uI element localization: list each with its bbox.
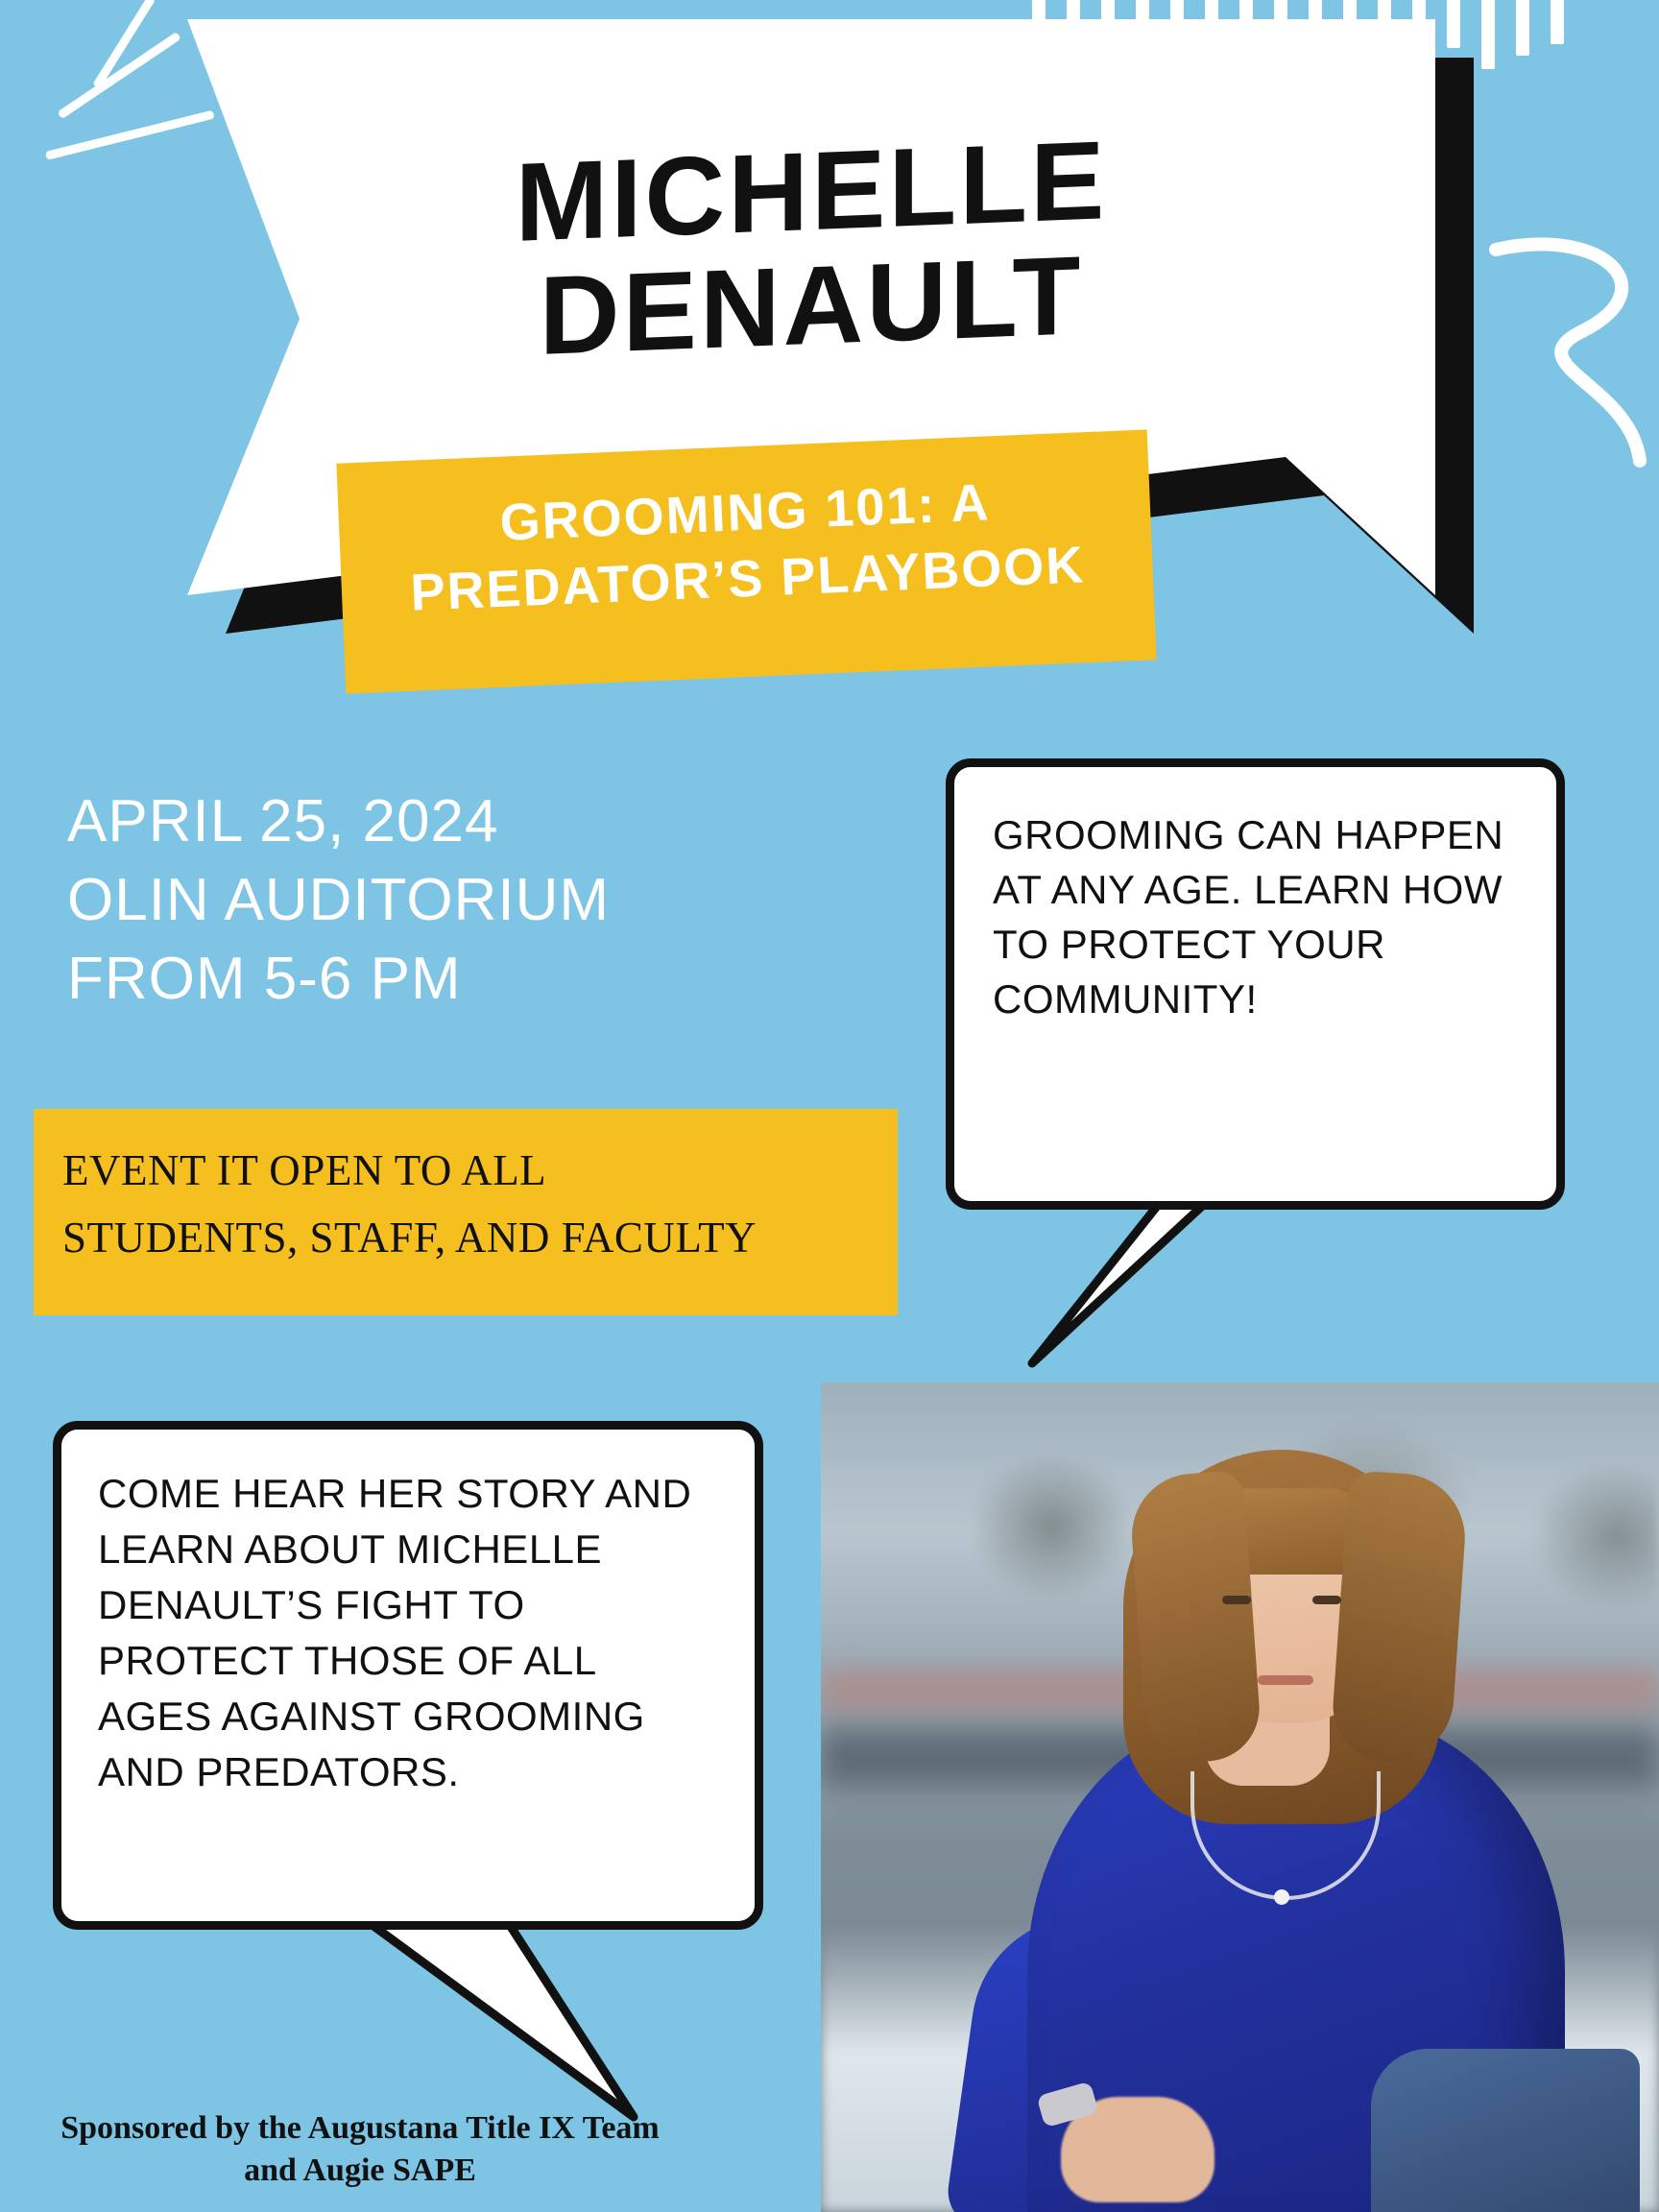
speech-bubble-left bbox=[53, 1421, 763, 1930]
speaker-name-line1: MICHELLE bbox=[515, 117, 1108, 265]
subtitle-line2: PREDATOR’S PLAYBOOK bbox=[409, 536, 1087, 622]
photo-pendant bbox=[1274, 1889, 1289, 1905]
photo-hair-left bbox=[1128, 1470, 1263, 1766]
photo-eye-right bbox=[1312, 1596, 1341, 1604]
audience-line2: STUDENTS, STAFF, AND FACULTY bbox=[62, 1213, 757, 1262]
event-location: OLIN AUDITORIUM bbox=[67, 866, 611, 933]
sponsor-line1: Sponsored by the Augustana Title IX Team bbox=[60, 2110, 660, 2146]
speech-bubble-right bbox=[946, 758, 1565, 1210]
speech-bubble-right-text: GROOMING CAN HAPPEN AT ANY AGE. LEARN HOW TO PROTECT YOUR COMMUNITY! bbox=[993, 812, 1504, 1022]
event-date: APRIL 25, 2024 bbox=[67, 788, 499, 854]
squiggle-decoration bbox=[1486, 230, 1659, 480]
photo-hair-right bbox=[1330, 1470, 1470, 1766]
subtitle-line1: GROOMING 101: A bbox=[498, 473, 992, 552]
speaker-photo bbox=[821, 1382, 1659, 2212]
photo-mouth bbox=[1258, 1675, 1313, 1685]
speech-bubble-left-text: COME HEAR HER STORY AND LEARN ABOUT MICHELLE DENAULT’S FIGHT TO PROTECT THOSE OF ALL AGES AGAINST GROOMING AND PREDATORS. bbox=[98, 1471, 692, 1794]
speaker-name bbox=[187, 110, 1435, 388]
audience-line1: EVENT IT OPEN TO ALL bbox=[62, 1146, 547, 1194]
audience-text bbox=[62, 1138, 878, 1272]
event-time: FROM 5-6 PM bbox=[67, 945, 462, 1012]
event-details bbox=[67, 782, 610, 1018]
speaker-name-line2: DENAULT bbox=[539, 232, 1084, 379]
photo-jeans bbox=[1371, 2049, 1640, 2212]
sponsor-line2: and Augie SAPE bbox=[244, 2152, 476, 2189]
photo-eye-left bbox=[1222, 1596, 1251, 1604]
sponsor-credit bbox=[29, 2107, 691, 2192]
